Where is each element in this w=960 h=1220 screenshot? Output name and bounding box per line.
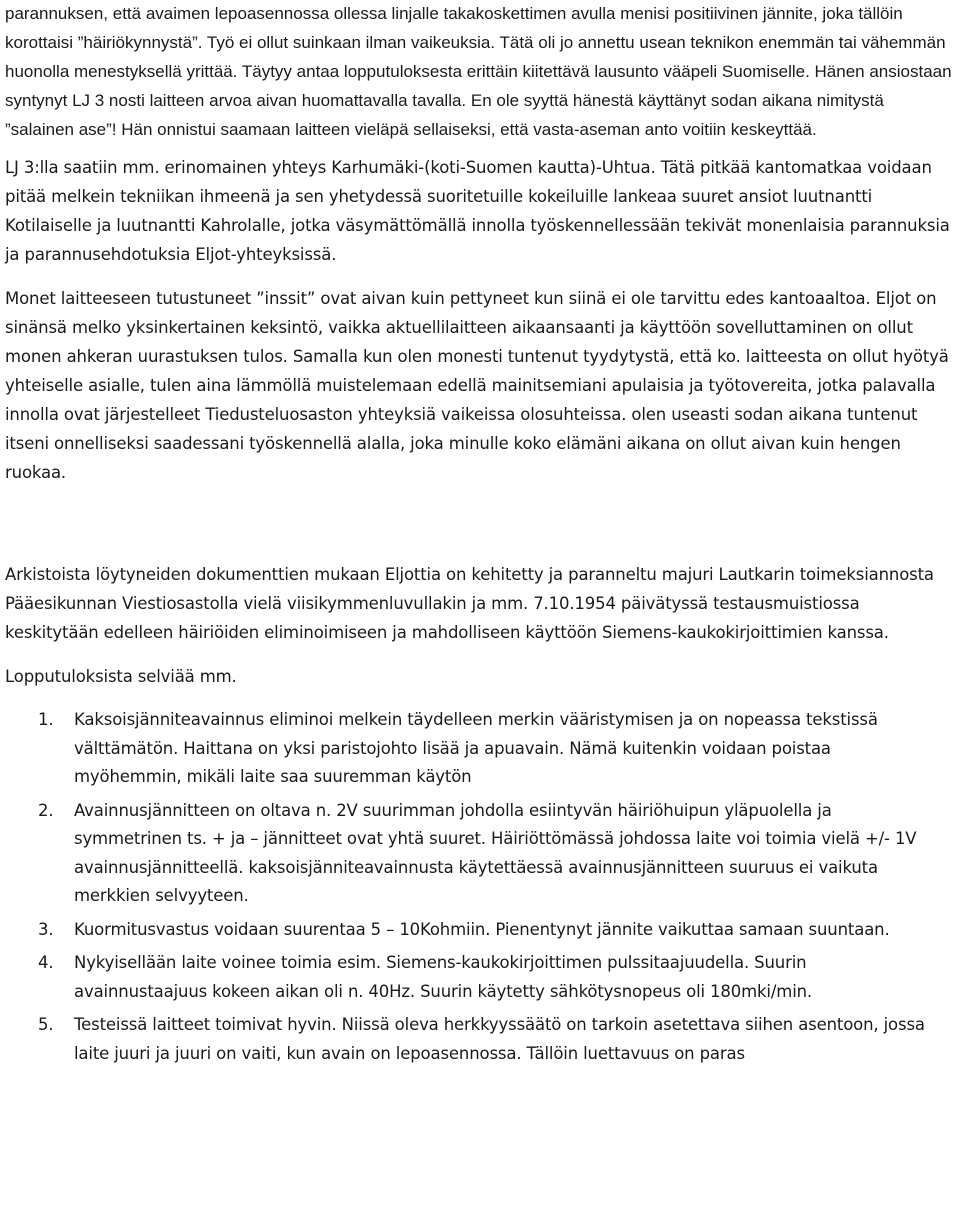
list-text: Avainnusjännitteen on oltava n. 2V suurimman johdolla esiintyvän häiriöhuipun yläpuolella ja symmetrinen ts. + ja – jännitteet ovat yhtä suuret. Häiriöttömässä johdossa laite voi toimia vielä +/- 1V avainnusjännitteellä. kaksoisjänniteavainnusta käytettäessä avainnusjännitteen suuruus ei vaikuta merkkien selvyyteen. xyxy=(74,800,917,905)
paragraph-lj3: LJ 3:lla saatiin mm. erinomainen yhteys Karhumäki-(koti-Suomen kautta)-Uhtua. Tätä pitkää kantomatkaa voidaan pitää melkein tekniikan ihmeenä ja sen yhetydessä suoritetuille kokeiluille lankeaa suuret ansiot luutnantti Kotilaiselle ja luutnantti Kahrolalle, jotka väsymättömällä innolla työskennellessään tekivät monenlaisia parannuksia ja parannusehdotuksia Eljot-yhteyksissä. xyxy=(5,158,950,264)
list-text: Kaksoisjänniteavainnus eliminoi melkein täydelleen merkin vääristymisen ja on nopeassa tekstissä välttämätön. Haittana on yksi paristojohto lisää ja apuavain. Nämä kuitenkin voidaan poistaa myöhemmin, mikäli laite saa suuremman käytön xyxy=(74,710,878,786)
results-list xyxy=(5,706,955,1068)
list-item xyxy=(5,916,955,945)
list-item xyxy=(5,797,955,911)
list-item xyxy=(5,1011,955,1068)
paragraph-archive: Arkistoista löytyneiden dokumenttien mukaan Eljottia on kehitetty ja paranneltu majuri Lautkarin toimeksiannosta Pääesikunnan Viestiosastolla vielä viisikymmenluvullakin ja mm. 7.10.1954 päivätyssä testausmuistiossa keskitytään edelleen häiriöiden eliminoimiseen ja mahdolliseen käyttöön Siemens-kaukokirjoittimien kanssa. xyxy=(5,565,934,642)
results-intro: Lopputuloksista selviää mm. xyxy=(5,667,237,686)
list-number: 1. xyxy=(38,710,54,729)
paragraph-suominen: parannuksen, että avaimen lepoasennossa ollessa linjalle takakoskettimen avulla menisi positiivinen jännite, joka tällöin korottaisi ”häiriökynnystä”. Työ ei ollut suinkaan ilman vaikeuksia. Tätä oli jo annettu usean teknikon enemmän tai vähemmän huonolla menestyksellä yrittää. Täytyy antaa lopputuloksesta erittäin kiitettävä lausunto vääpeli Suomiselle. Hänen ansiostaan syntynyt LJ 3 nosti laitteen arvoa aivan huomattavalla tavalla. En ole syyttä hänestä käyttänyt sodan aikana nimitystä ”salainen ase”! Hän onnistui saamaan laitteen vieläpä sellaiseksi, että vasta-aseman anto voitiin keskeyttää. xyxy=(5,4,952,139)
document-page xyxy=(5,0,955,1073)
list-text: Kuormitusvastus voidaan suurentaa 5 – 10Kohmiin. Pienentynyt jännite vaikuttaa samaan suuntaan. xyxy=(74,919,890,939)
list-number: 4. xyxy=(38,953,54,972)
list-text: Nykyisellään laite voinee toimia esim. Siemens-kaukokirjoittimen pulssitaajuudella. Suurin avainnustaajuus kokeen aikan oli n. 40Hz. Suurin käytetty sähkötysnopeus oli 180mki/min. xyxy=(74,953,813,1001)
list-number: 3. xyxy=(38,919,54,939)
list-number: 5. xyxy=(38,1015,54,1034)
list-number: 2. xyxy=(38,800,54,820)
paragraph-inssit: Monet laitteeseen tutustuneet ”inssit” ovat aivan kuin pettyneet kun siinä ei ole tarvittu edes kantoaaltoa. Eljot on sinänsä melko yksinkertainen keksintö, vaikka aktuellilaitteen aikaansaanti ja käyttöön sovelluttaminen on ollut monen ahkeran uurastuksen tulos. Samalla kun olen monesti tuntenut tyydytystä, että ko. laitteesta on ollut hyötyä yhteiselle asialle, tulen aina lämmöllä muistelemaan edellä mainitsemiani apulaisia ja työtovereita, jotka palavalla innolla ovat järjestelleet Tiedusteluosaston yhteyksiä vaikeissa olosuhteissa. olen useasti sodan aikana tuntenut itseni onnelliseksi saadessani työskennellä alalla, joka minulle koko elämäni aikana on ollut aivan kuin hengen ruokaa. xyxy=(5,289,949,482)
list-text: Testeissä laitteet toimivat hyvin. Niissä oleva herkkyyssäätö on tarkoin asetettava siihen asentoon, jossa laite juuri ja juuri on vaiti, kun avain on lepoasennossa. Tällöin luettavuus on paras xyxy=(74,1015,925,1063)
list-item xyxy=(5,706,955,792)
list-item xyxy=(5,949,955,1006)
